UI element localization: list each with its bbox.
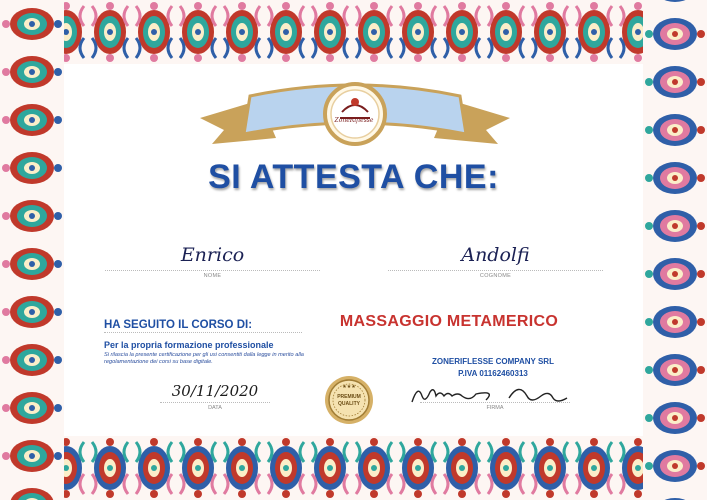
first-name: Enrico: [180, 244, 245, 266]
seal-bottom-text: QUALITY: [338, 401, 360, 407]
course-label: HA SEGUITO IL CORSO DI:: [104, 319, 253, 331]
course-name: MASSAGGIO METAMERICO: [339, 313, 559, 330]
company-name: ZONERIFLESSE COMPANY SRL: [432, 357, 554, 366]
first-name-line: [105, 270, 320, 271]
last-name-label: COGNOME: [479, 273, 512, 279]
seal-top-text: PREMIUM: [337, 394, 361, 400]
floral-border-right: [643, 0, 707, 500]
floral-border-top: [0, 0, 707, 64]
course-label-line: [104, 332, 302, 333]
vat-number: P.IVA 01162460313: [458, 369, 528, 378]
logo-text: ZoneRiflesse: [334, 117, 374, 124]
signature-scribble: [404, 380, 579, 408]
legal-note: Si rilascia la presente certificazione per gli usi consentiti dalla legge in merito alla regolamentazione dei corsi su base digitale.: [104, 352, 304, 365]
signature-label: FIRMA: [486, 405, 504, 411]
last-name: Andolfi: [461, 244, 530, 266]
floral-border-left: [0, 0, 64, 500]
ribbon-banner: [190, 78, 520, 154]
purpose-text: Per la propria formazione professionale: [104, 340, 274, 350]
floral-border-bottom: [0, 436, 707, 500]
premium-quality-seal: [324, 375, 374, 425]
svg-text:★★★: ★★★: [342, 384, 356, 390]
signature-line: [420, 402, 570, 403]
date-value: 30/11/2020: [171, 382, 259, 400]
date-line: [160, 402, 270, 403]
certificate-title: SI ATTESTA CHE:: [208, 158, 499, 196]
first-name-label: NOME: [203, 273, 222, 279]
last-name-line: [388, 270, 603, 271]
date-label: DATA: [208, 405, 222, 411]
